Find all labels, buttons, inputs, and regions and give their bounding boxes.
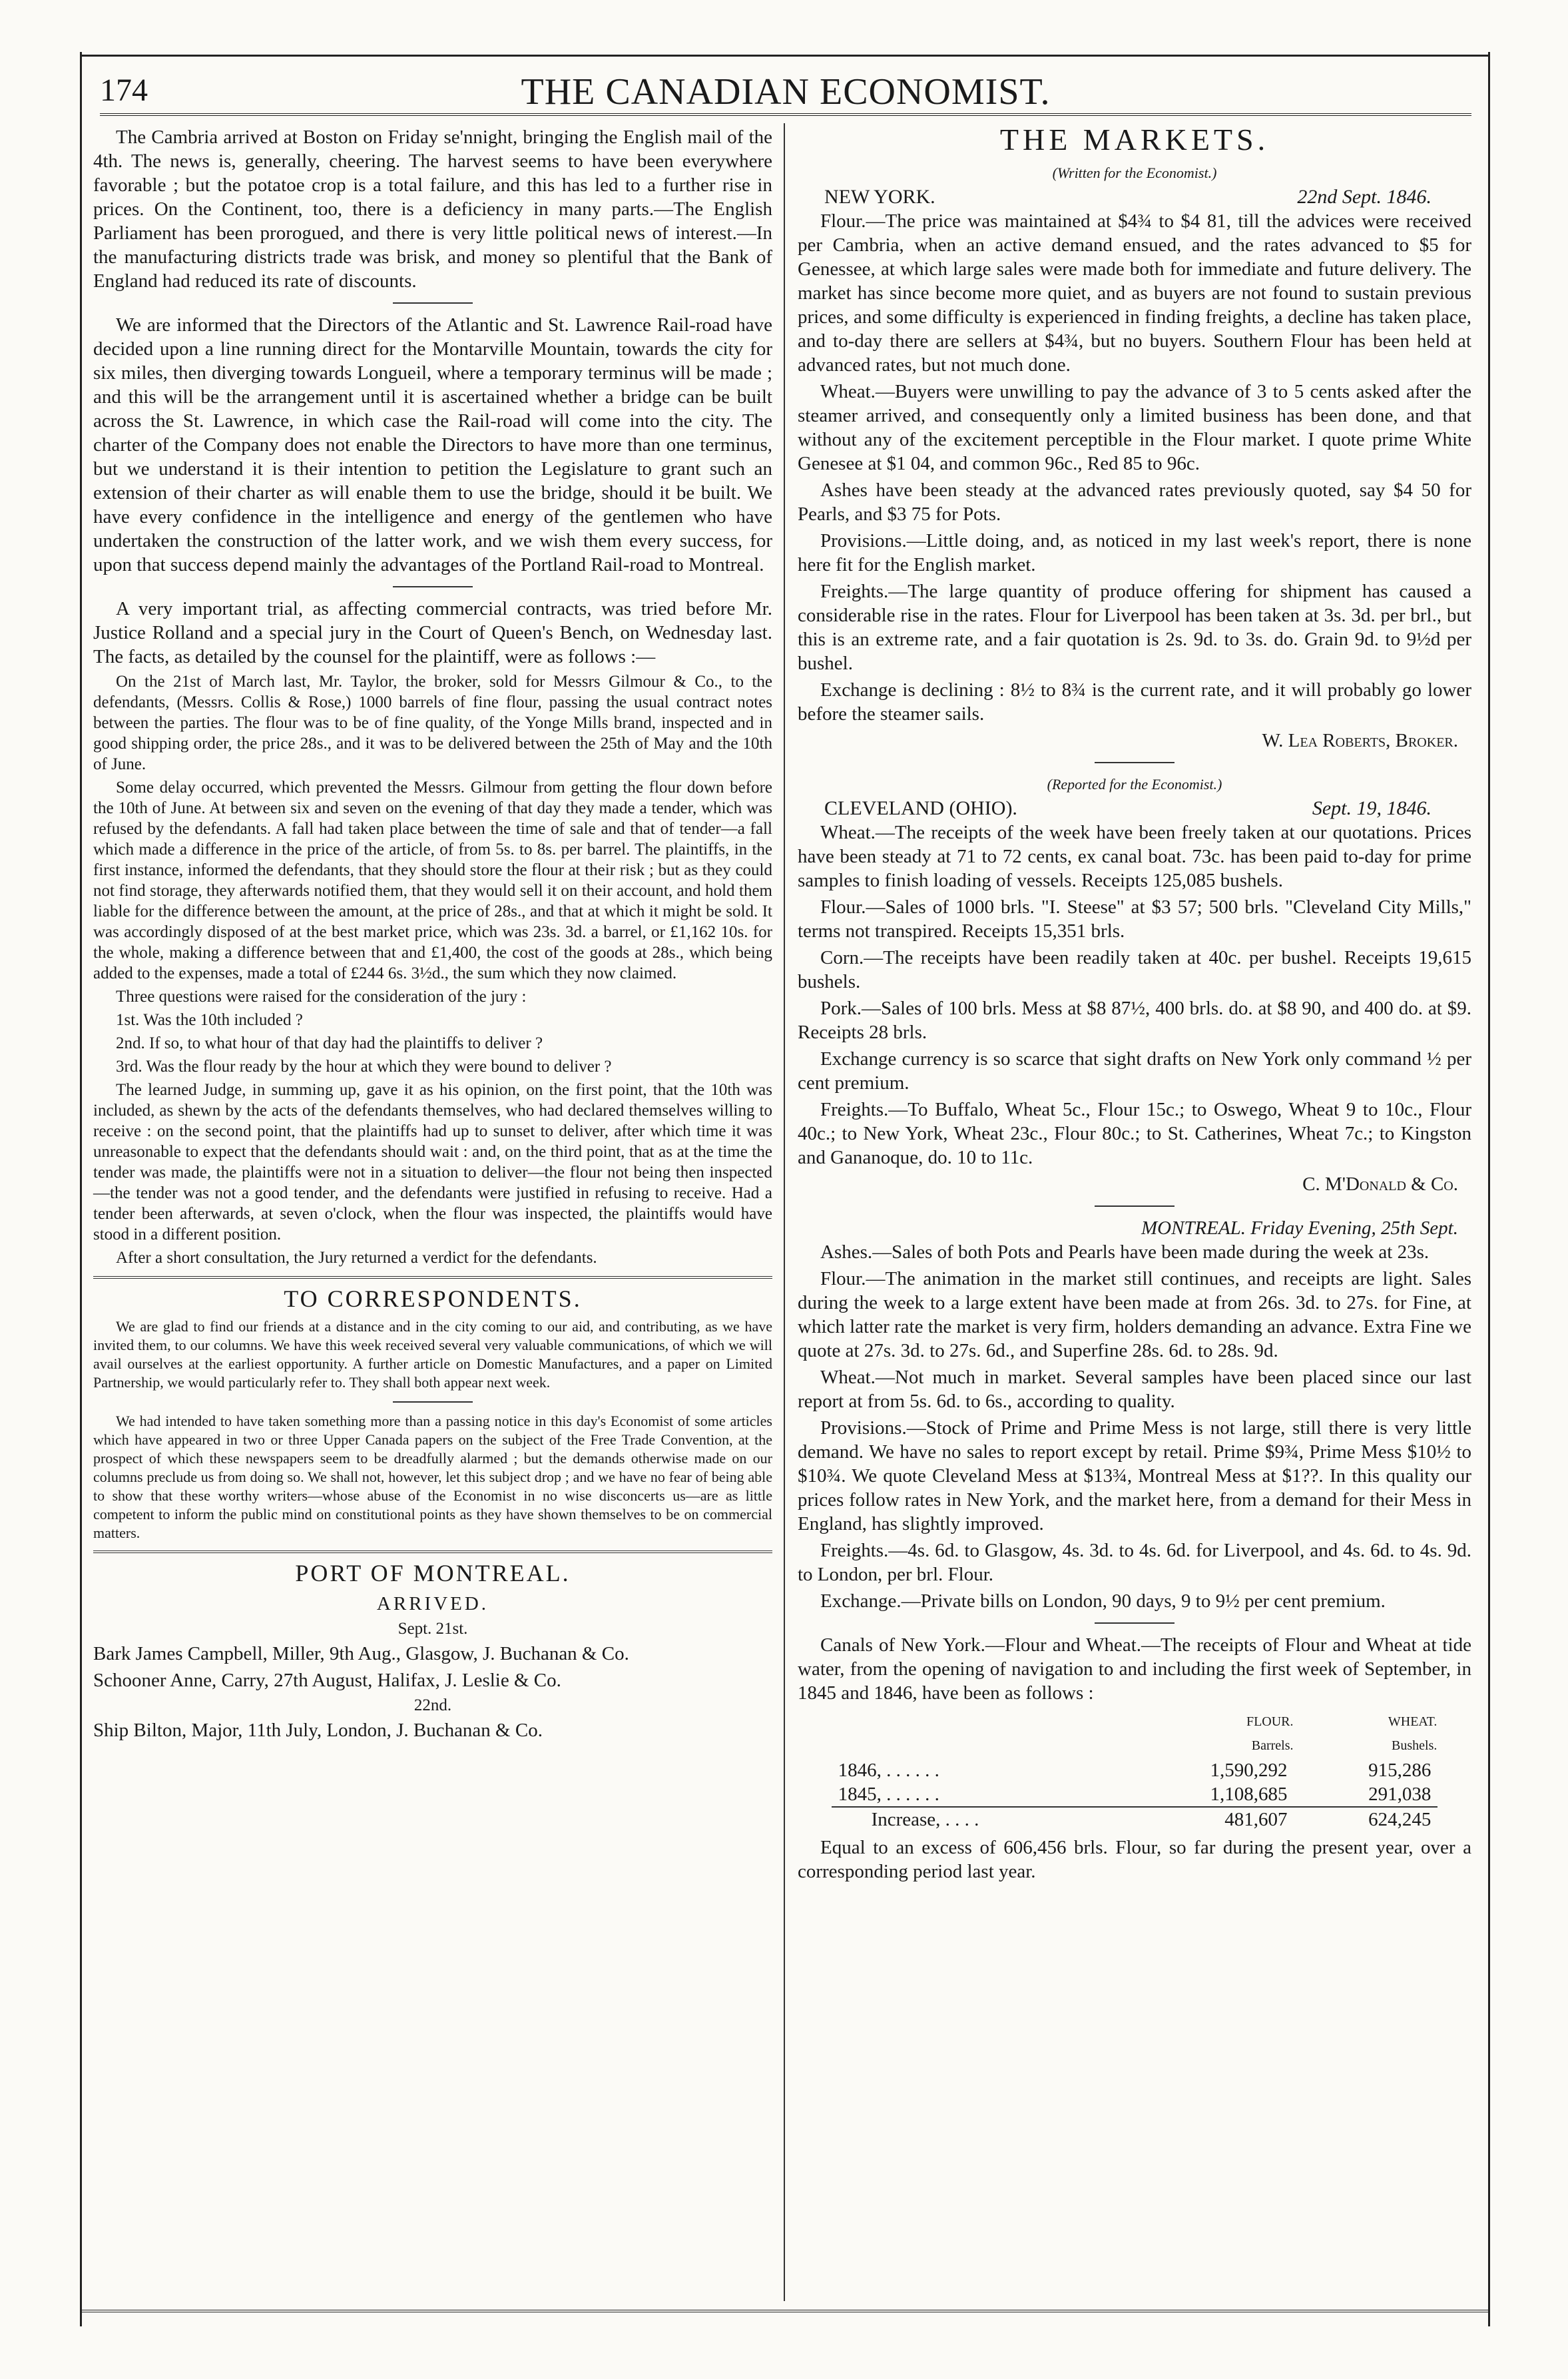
table-row <box>832 1782 1438 1807</box>
montreal-flour-report: Flour.—The animation in the market still continues, and receipts are light. Sales during the week to a large extent have been made at from 26s. 3d. to 27s. for Fine, at which latter rate the market is very firm, holders demanding an advance. Extra Fine we quote at 27s. 3d. to 27s. 6d., and Superfine 28s. 6d. to 28s. 9d. <box>798 1268 1471 1361</box>
ship-arrival-1: Bark James Campbell, Miller, 9th Aug., Glasgow, J. Buchanan & Co. <box>93 1643 629 1664</box>
section-double-rule <box>93 1550 772 1553</box>
wheat-value: 915,286 <box>1368 1760 1432 1781</box>
trial-facts-paragraph: On the 21st of March last, Mr. Taylor, the broker, sold for Messrs Gilmour & Co., to the defendants, (Messrs. Collis & Rose,) 1000 barrels of fine flour, passing the usual contract notes between the parties. The flour was to be of fine quality, of the Yonge Mills brand, inspected and in good shipping order, the price 28s., and it was to be delivered between the 25th of May and the 10th of June. <box>93 673 772 773</box>
written-byline: (Written for the Economist.) <box>1052 165 1217 181</box>
section-rule <box>1095 1205 1175 1207</box>
judge-summary-paragraph: The learned Judge, in summing up, gave it as his opinion, on the first point, that the 10th was included, as shewn by the acts of the defendants themselves, who had declared themselves willing to receive : on the second point, that the plaintiffs had up to sunset to deliver, after which time it was unreasonable to expect that the defendants should wait : and, on the third point, that as at the time the tender was made, the plaintiffs were not in a situation to deliver—the flour not being then inspected—the tender was not a good tender, and the defendants were justified in refusing to receive. Had a tender been afterwards, at seven o'clock, when the flour was inspected, the plaintiffs would have stood in a different position. <box>93 1081 772 1243</box>
bottom-rule <box>80 2310 1490 2316</box>
flour-value: 481,607 <box>1224 1809 1288 1830</box>
markets-heading: THE MARKETS. <box>999 123 1270 157</box>
section-rule <box>1095 1622 1175 1624</box>
cleveland-place: CLEVELAND (OHIO). <box>824 797 1017 819</box>
correspondents-heading: TO CORRESPONDENTS. <box>284 1285 582 1312</box>
wheat-column-header <box>1294 1709 1438 1758</box>
top-rule <box>80 55 1490 57</box>
ny-wheat-report: Wheat.—Buyers were unwilling to pay the advance of 3 to 5 cents asked after the steamer arrived, and consequently only a limited business has been done, and that without any of the excitement perceptible in the Flour market. I quote prime White Genesee at $1 04, and common 96c., Red 85 to 96c. <box>798 381 1471 474</box>
correspondents-notes <box>93 1317 772 1542</box>
flour-header-label: FLOUR. <box>1246 1714 1294 1729</box>
ship-arrival-3: Ship Bilton, Major, 11th July, London, J. Buchanan & Co. <box>93 1720 543 1741</box>
question-1: 1st. Was the 10th included ? <box>116 1011 303 1029</box>
ship-arrival-2: Schooner Anne, Carry, 27th August, Halifax, J. Leslie & Co. <box>93 1670 561 1691</box>
ny-flour-report: Flour.—The price was maintained at $4¾ to $4 81, till the advices were received per Cambria, when an active demand ensued, and the rates advanced to $5 for Genessee, at which large sales were made both for immediate and future delivery. The market has since become more quiet, and as buyers are not found to sustain previous prices, and some difficulty is experienced in finding freights, a decline has taken place, and to-day there are sellers at $4¾, but no buyers. Southern Flour has been held at advanced rates, but not much done. <box>798 210 1471 376</box>
cleveland-date: Sept. 19, 1846. <box>1312 797 1432 819</box>
canals-intro: Canals of New York.—Flour and Wheat.—The receipts of Flour and Wheat at tide water, from the opening of navigation to and including the first week of September, in 1845 and 1846, have been as follows : <box>798 1634 1471 1704</box>
section-rule <box>393 586 473 587</box>
ny-freights-report: Freights.—The large quantity of produce offering for shipment has caused a considerable rise in the rates. Flour for Liverpool has been taken at 3s. 3d. per brl., but this is an extreme rate, and a fair quotation is 2s. 9d. to 3s. do. Grain 9d. to 9½d per bushel. <box>798 581 1471 674</box>
montreal-exchange-report: Exchange.—Private bills on London, 90 days, 9 to 9½ per cent premium. <box>820 1590 1386 1612</box>
new-york-dateline <box>798 185 1471 209</box>
reported-byline: (Reported for the Economist.) <box>1047 776 1222 793</box>
montreal-freights-report: Freights.—4s. 6d. to Glasgow, 4s. 3d. to 4s. 6d. for Liverpool, and 4s. 6d. to 4s. 9d. to London, per brl. Flour. <box>798 1540 1471 1585</box>
montreal-provisions-report: Provisions.—Stock of Prime and Prime Mess is not large, still there is very little demand. We have no sales to report except by retail. Prime $9¾, Prime Mess $10½ to $10¾. We quote Cleveland Mess at $13¾, Montreal Mess at $1??. In this quality our prices follow rates in New York, and the market here, from a demand for their Mess in England, has slightly improved. <box>798 1417 1471 1534</box>
left-column <box>93 125 772 1745</box>
cleveland-freights-report: Freights.—To Buffalo, Wheat 5c., Flour 15c.; to Oswego, Wheat 9 to 10c., Flour 40c.; to New York, Wheat 23c., Flour 80c.; to St. Catherines, Wheat 7c.; to Kingston and Gananoque, do. 10 to 11c. <box>798 1099 1471 1168</box>
montreal-ashes-report: Ashes.—Sales of both Pots and Pearls have been made during the week at 23s. <box>820 1241 1430 1263</box>
cleveland-dateline <box>798 797 1471 821</box>
column-divider <box>784 123 785 2301</box>
cleveland-pork-report: Pork.—Sales of 100 brls. Mess at $8 87½, 400 brls. do. at $8 90, and 400 do. at $9. Receipts 28 brls. <box>798 998 1471 1043</box>
page-number: 174 <box>100 73 148 108</box>
port-heading: PORT OF MONTREAL. <box>295 1560 571 1586</box>
row-label: 1846, . . . . . . <box>838 1760 939 1781</box>
railroad-paragraph: We are informed that the Directors of the Atlantic and St. Lawrence Rail-road have decided upon a line running direct for the Montarville Mountain, towards the city for six miles, then diverging towards Longueil, where a temporary terminus will be made ; and this will be the arrangement until it is ascertained whether a bridge can be built across the St. Lawrence, in which case the Rail-road will come into the city. The charter of the Company does not enable the Directors to have more than one terminus, but we understand it is their intention to petition the Legislature to grant such an extension of their charter as will enable them to use the bridge, should it be built. We have every confidence in the intelligence and energy of the gentlemen who have undertaken the construction of the latter work, and we wish them every success, for upon that success depend mainly the advantages of the Portland Rail-road to Montreal. <box>93 314 772 575</box>
table-row <box>832 1807 1438 1832</box>
new-york-place: NEW YORK. <box>824 186 935 208</box>
wheat-value: 624,245 <box>1368 1809 1432 1830</box>
cambria-news-paragraph: The Cambria arrived at Boston on Friday se'nnight, bringing the English mail of the 4th. The news is, generally, cheering. The harvest seems to have been everywhere favorable ; but the potatoe crop is a total failure, and this has led to a further rise in prices. On the Continent, too, there is a deficiency in many parts.—The English Parliament has been prorogued, and there is very little political news of interest.—In the manufacturing districts trade was brisk, and money so plentiful that the Bank of England had reduced its rate of discounts. <box>93 127 772 292</box>
cleveland-signature: C. M'Donald & Co. <box>1302 1174 1458 1195</box>
cleveland-wheat-report: Wheat.—The receipts of the week have been freely taken at our quotations. Prices have been steady at 71 to 72 cents, ex canal boat. 73c. has been paid to-day for prime samples to finish loading of vessels. Receipts 125,085 bushels. <box>798 822 1471 891</box>
right-column <box>798 125 1471 1886</box>
flour-value: 1,590,292 <box>1210 1760 1288 1781</box>
ny-broker-signature: W. Lea Roberts, Broker. <box>1262 730 1458 751</box>
new-york-date: 22nd Sept. 1846. <box>1297 186 1432 208</box>
flour-column-header <box>1123 1709 1294 1758</box>
wheat-value: 291,038 <box>1368 1784 1432 1805</box>
ny-provisions-report: Provisions.—Little doing, and, as noticed in my last week's report, there is none here fit for the English market. <box>798 530 1471 575</box>
correspondents-note-2: We had intended to have taken something more than a passing notice in this day's Economist of some articles which have appeared in two or three Upper Canada papers on the subject of the Free Trade Convention, at the prospect of which these newspapers seem to be dreadfully alarmed ; but the demands otherwise made on our columns preclude us from doing so. We shall not, however, let this subject drop ; and we have no fear of being able to show that these worthy writers—whose abuse of the Economist in no wise disconcerts us—are as little competent to inform the public mind on constitutional points as they have shown themselves to be on commercial matters. <box>93 1413 772 1541</box>
trial-details <box>93 671 772 1268</box>
section-rule <box>393 302 473 304</box>
wheat-header-label: WHEAT. <box>1388 1714 1437 1729</box>
page-header <box>100 65 1471 116</box>
ny-exchange-report: Exchange is declining : 8½ to 8¾ is the current rate, and it will probably go lower before the steamer sails. <box>798 679 1471 725</box>
questions-intro: Three questions were raised for the consideration of the jury : <box>116 988 527 1006</box>
question-3: 3rd. Was the flour ready by the hour at which they were bound to deliver ? <box>116 1058 612 1076</box>
trial-delay-paragraph: Some delay occurred, which prevented the Messrs. Gilmour from getting the flour down before the 10th of June. At between six and seven on the evening of that day they made a tender, which was refused by the defendants. A fall had taken place between the time of sale and that of tender—a fall which made a difference in the price of the article, of from 5s. to 8s. per barrel. The plaintiffs, in the first instance, informed the defendants, that they should store the flour at their risk ; but as they could not find storage, they afterwards notified them, that they would sell it on their account, and hold them liable for the difference between the amount, at the price of 28s., and that at which it might be sold. It was accordingly disposed of at the best market price, which was 23s. 3d. a barrel, or £1,162 10s. for the whole, making a difference between that and £1,400, the cost of the goods at 28s., which being added to the expenses, made a total of £244 6s. 3½d., the sum which they now claimed. <box>93 779 772 982</box>
date-22nd: 22nd. <box>413 1696 452 1714</box>
section-rule <box>393 1401 473 1403</box>
verdict-paragraph: After a short consultation, the Jury returned a verdict for the defendants. <box>116 1249 597 1267</box>
cleveland-flour-report: Flour.—Sales of 1000 brls. "I. Steese" at $3 57; 500 brls. "Cleveland City Mills," terms not transpired. Receipts 15,351 brls. <box>798 896 1471 942</box>
row-label: 1845, . . . . . . <box>838 1784 939 1805</box>
date-sept-21: Sept. 21st. <box>397 1620 468 1638</box>
cleveland-corn-report: Corn.—The receipts have been readily taken at 40c. per bushel. Receipts 19,615 bushels. <box>798 947 1471 992</box>
row-label: Increase, . . . . <box>871 1809 979 1830</box>
flour-value: 1,108,685 <box>1210 1784 1288 1805</box>
table-row <box>832 1758 1438 1782</box>
section-rule <box>1095 762 1175 763</box>
montreal-heading: MONTREAL. Friday Evening, 25th Sept. <box>1141 1217 1458 1239</box>
flour-unit-label: Barrels. <box>1251 1738 1294 1753</box>
trial-intro-paragraph: A very important trial, as affecting commercial contracts, was tried before Mr. Justice Rolland and a special jury in the Court of Queen's Bench, on Wednesday last. The facts, as detailed by the counsel for the plaintiff, were as follows :— <box>93 598 772 667</box>
canal-table-header <box>832 1709 1438 1758</box>
correspondents-note-1: We are glad to find our friends at a distance and in the city coming to our aid, and contributing, as we have invited them, to our columns. We have this week received several very valuable communications, of which we will avail ourselves at the earliest opportunity. A further article on Domestic Manufactures, and a paper on Limited Partnership, we would particularly refer to. They shall both appear next week. <box>93 1318 772 1391</box>
ny-ashes-report: Ashes have been steady at the advanced rates previously quoted, say $4 50 for Pearls, and $3 75 for Pots. <box>798 480 1471 525</box>
canals-outro: Equal to an excess of 606,456 brls. Flour, so far during the present year, over a corresponding period last year. <box>798 1837 1471 1882</box>
cleveland-exchange-report: Exchange currency is so scarce that sight drafts on New York only command ½ per cent premium. <box>798 1048 1471 1094</box>
jury-questions <box>93 986 772 1077</box>
canal-receipts-table <box>832 1709 1438 1832</box>
question-2: 2nd. If so, to what hour of that day had the plaintiffs to deliver ? <box>116 1034 543 1052</box>
arrived-subheading: ARRIVED. <box>376 1593 489 1614</box>
montreal-wheat-report: Wheat.—Not much in market. Several samples have been placed since our last report at from 5s. 6d. to 6s., according to quality. <box>798 1367 1471 1412</box>
journal-title: THE CANADIAN ECONOMIST. <box>521 71 1051 113</box>
wheat-unit-label: Bushels. <box>1392 1738 1437 1753</box>
section-double-rule <box>93 1276 772 1279</box>
